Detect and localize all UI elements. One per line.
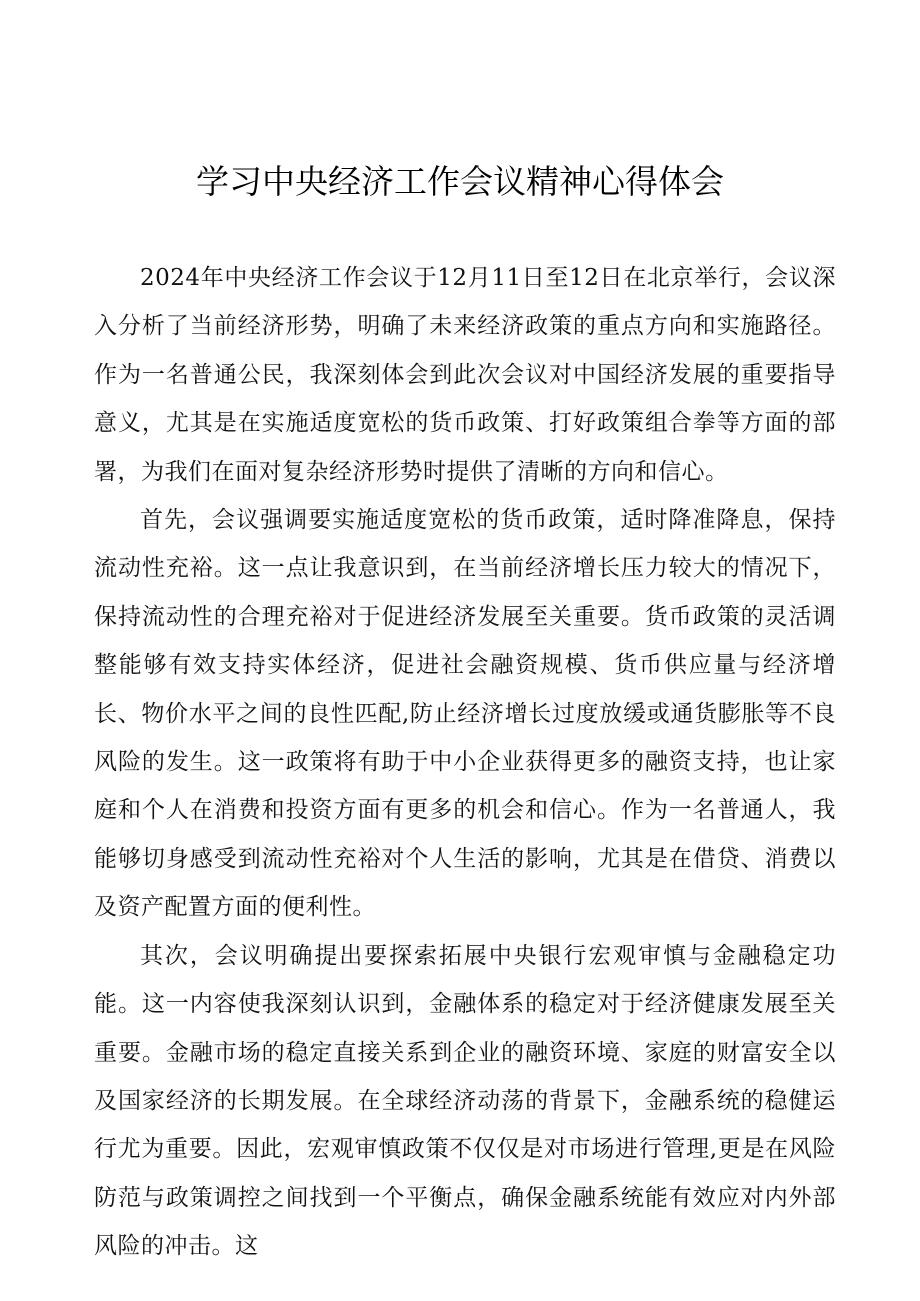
document-title: 学习中央经济工作会议精神心得体会 xyxy=(196,162,724,201)
document-body xyxy=(94,254,836,1271)
paragraph-financial-stability: 其次，会议明确提出要探索拓展中央银行宏观审慎与金融稳定功能。这一内容使我深刻认识到，金融体系的稳定对于经济健康发展至关重要。金融市场的稳定直接关系到企业的融资环境、家庭的财富安全以及国家经济的长期发展。在全球经济动荡的背景下，金融系统的稳健运行尤为重要。因此，宏观审慎政策不仅仅是对市场进行管理,更是在风险防范与政策调控之间找到一个平衡点，确保金融系统能有效应对内外部风险的冲击。这 xyxy=(94,942,836,1260)
paragraph-monetary-policy: 首先，会议强调要实施适度宽松的货币政策，适时降准降息，保持流动性充裕。这一点让我意识到，在当前经济增长压力较大的情况下，保持流动性的合理充裕对于促进经济发展至关重要。货币政策的灵活调整能够有效支持实体经济，促进社会融资规模、货币供应量与经济增长、物价水平之间的良性匹配,防止经济增长过度放缓或通货膨胀等不良风险的发生。这一政策将有助于中小企业获得更多的融资支持，也让家庭和个人在消费和投资方面有更多的机会和信心。作为一名普通人，我能够切身感受到流动性充裕对个人生活的影响，尤其是在借贷、消费以及资产配置方面的便利性。 xyxy=(94,507,836,921)
paragraph-intro: 2024年中央经济工作会议于12月11日至12日在北京举行，会议深入分析了当前经济形势，明确了未来经济政策的重点方向和实施路径。作为一名普通公民，我深刻体会到此次会议对中国经济发展的重要指导意义，尤其是在实施适度宽松的货币政策、打好政策组合拳等方面的部署，为我们在面对复杂经济形势时提供了清晰的方向和信心。 xyxy=(94,265,836,485)
